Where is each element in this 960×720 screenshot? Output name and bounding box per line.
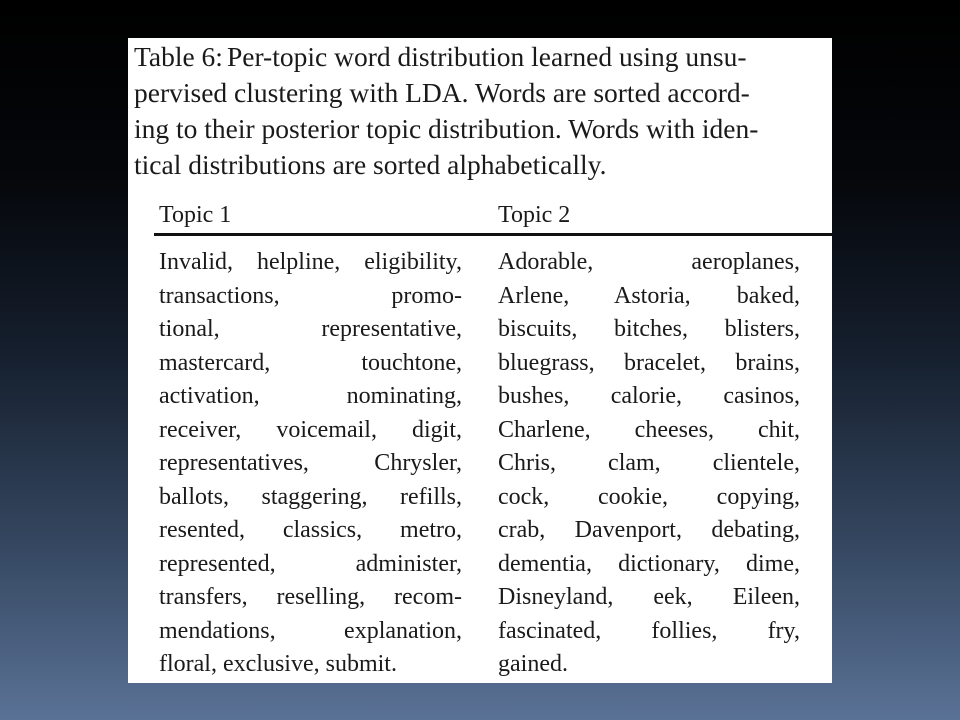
topic-2-line: Arlene, Astoria, baked, (498, 282, 800, 309)
topic-2-line: cock, cookie, copying, (498, 483, 800, 510)
topic-2-line: Charlene, cheeses, chit, (498, 416, 800, 443)
table-caption (134, 39, 828, 183)
column-header-topic-1: Topic 1 (159, 202, 232, 228)
topic-1-line: represented, administer, (159, 550, 462, 577)
column-header-topic-2: Topic 2 (498, 202, 571, 228)
topic-1-line: floral, exclusive, submit. (159, 651, 397, 677)
topic-1-line: activation, nominating, (159, 383, 462, 409)
topic-2-line: Adorable, aeroplanes, (498, 249, 800, 275)
caption-line: pervised clustering with LDA. Words are sorted accord- (134, 77, 750, 108)
topic-1-line: Invalid, helpline, eligibility, (159, 249, 462, 275)
topic-2-line: Disneyland, eek, Eileen, (498, 584, 800, 610)
topic-1-line: ballots, staggering, refills, (159, 483, 462, 510)
topic-2-cell (498, 246, 800, 682)
topic-1-line: transfers, reselling, recom- (159, 584, 462, 610)
topic-1-line: tional, representative, (159, 316, 462, 342)
topic-1-line: resented, classics, metro, (159, 517, 462, 543)
topic-2-line: dementia, dictionary, dime, (498, 550, 800, 577)
topic-1-line: mastercard, touchtone, (159, 349, 462, 376)
topic-1-cell (159, 246, 462, 682)
topic-1-line: mendations, explanation, (159, 617, 462, 644)
topic-2-line: fascinated, follies, fry, (498, 617, 800, 644)
topic-2-line: bushes, calorie, casinos, (498, 383, 800, 409)
caption-line: ing to their posterior topic distribution. Words with iden- (134, 113, 759, 144)
caption-label: Table 6: (134, 41, 223, 72)
topic-1-line: representatives, Chrysler, (159, 450, 462, 476)
topic-2-line: biscuits, bitches, blisters, (498, 316, 800, 342)
caption-line: tical distributions are sorted alphabetically. (134, 149, 607, 180)
topic-2-line: Chris, clam, clientele, (498, 450, 800, 476)
topic-2-line: crab, Davenport, debating, (498, 517, 800, 543)
topic-1-line: receiver, voicemail, digit, (159, 416, 462, 443)
topic-2-line: gained. (498, 651, 568, 677)
topic-2-line: bluegrass, bracelet, brains, (498, 349, 800, 376)
topic-1-line: transactions, promo- (159, 282, 462, 309)
paper-table-image (128, 38, 832, 683)
table-header-rule (154, 233, 832, 236)
caption-line: Table 6: Per-topic word distribution learned using unsu- (134, 41, 747, 72)
